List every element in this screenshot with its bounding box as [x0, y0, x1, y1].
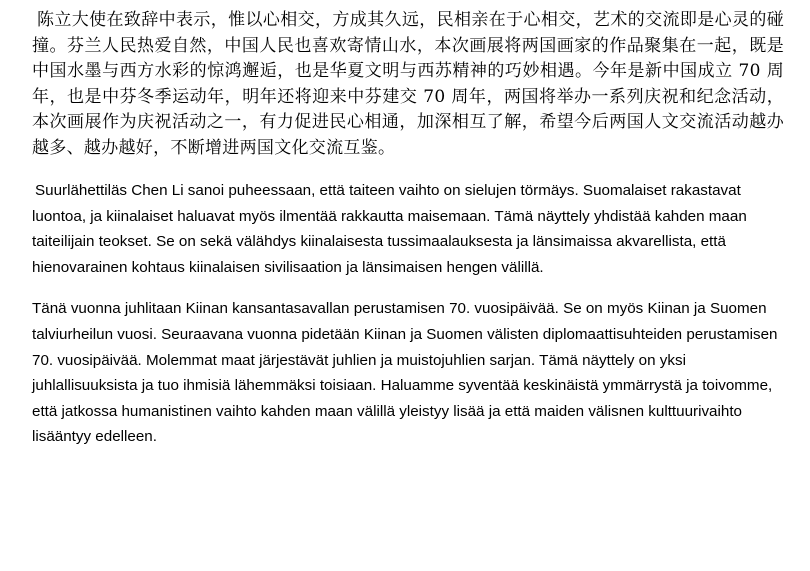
finnish-paragraph-1: Suurlähettiläs Chen Li sanoi puheessaan, että taiteen vaihto on sielujen törmäys. Suomalaiset rakastavat luontoa, ja kiinalaiset haluavat myös ilmentää rakkautta maisemaan. Tämä näyttely yhdistää kahden maan taiteilijain teokset. Se on sekä välähdys kiinalaisesta tussimaalauksesta ja länsimaissa akvarellista, että hienovarainen kohtaus kiinalaisen sivilisaation ja länsimaisen hengen välillä. [32, 182, 747, 276]
chinese-paragraph: 陈立大使在致辞中表示，惟以心相交，方成其久远，民相亲在于心相交，艺术的交流即是心灵的碰撞。芬兰人民热爱自然，中国人民也喜欢寄情山水，本次画展将两国画家的作品聚集在一起，既是中国水墨与西方水彩的惊鸿邂逅，也是华夏文明与西苏精神的巧妙相遇。今年是新中国成立 70 周年，也是中芬冬季运动年，明年还将迎来中芬建交 70 周年，两国将举办一系列庆祝和纪念活动，本次画展作为庆祝活动之一，有力促进民心相通，加深相互了解，希望今后两国人文交流活动越办越多、越办越好，不断增进两国文化交流互鉴。 [32, 10, 784, 158]
finnish-paragraph-2: Tänä vuonna juhlitaan Kiinan kansantasavallan perustamisen 70. vuosipäivää. Se on myös Kiinan ja Suomen talviurheilun vuosi. Seuraavana vuonna pidetään Kiinan ja Suomen välisten diplomaattisuhteiden perustamisen 70. vuosipäivää. Molemmat maat järjestävät juhlien ja muistojuhlien sarjan. Tämä näyttely on yksi juhlallisuuksista ja tuo ihmisiä lähemmäksi toisiaan. Haluamme syventää keskinäistä ymmärrystä ja toivomme, että jatkossa humanistinen vaihto kahden maan välillä yleistyy lisää ja että maiden välisnen kulttuurivaihto lisääntyy edelleen. [32, 300, 778, 446]
document-body [32, 8, 784, 450]
